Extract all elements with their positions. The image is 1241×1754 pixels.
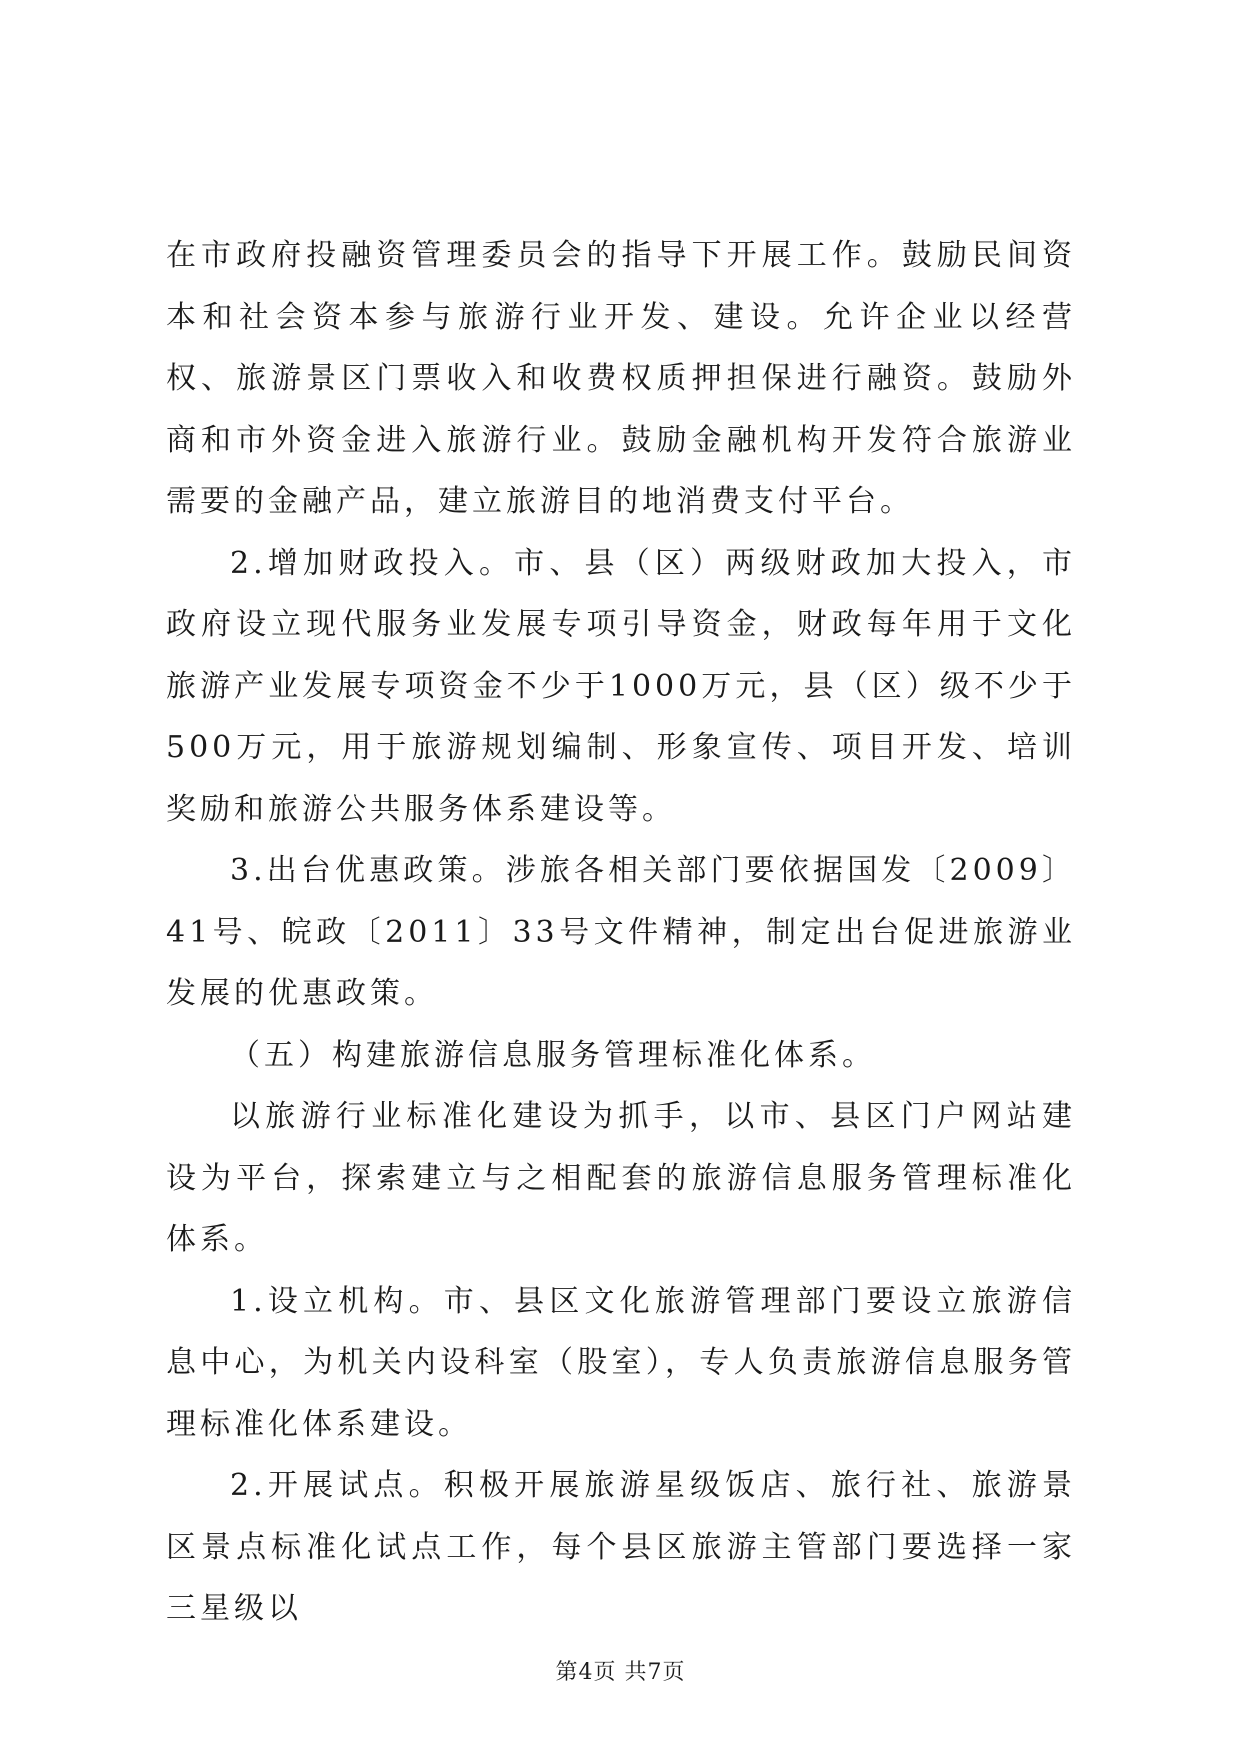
paragraph-set-up-institution: 1.设立机构。市、县区文化旅游管理部门要设立旅游信息中心，为机关内设科室（股室），专人负责旅游信息服务管理标准化体系建设。: [166, 1283, 1076, 1442]
paragraph-standardization-intro: 以旅游行业标准化建设为抓手，以市、县区门户网站建设为平台，探索建立与之相配套的旅游信息服务管理标准化体系。: [166, 1099, 1076, 1257]
page-footer: 第4页 共7页: [555, 1660, 686, 1685]
section-heading-five: （五）构建旅游信息服务管理标准化体系。: [230, 1037, 876, 1073]
document-body: [166, 225, 1076, 1640]
paragraph-preferential-policy: 3.出台优惠政策。涉旅各相关部门要依据国发〔2009〕41号、皖政〔2011〕33号文件精神，制定出台促进旅游业发展的优惠政策。: [166, 853, 1076, 1011]
paragraph-pilot-program: 2.开展试点。积极开展旅游星级饭店、旅行社、旅游景区景点标准化试点工作，每个县区旅游主管部门要选择一家三星级以: [166, 1468, 1076, 1626]
paragraph-continuation: 在市政府投融资管理委员会的指导下开展工作。鼓励民间资本和社会资本参与旅游行业开发、建设。允许企业以经营权、旅游景区门票收入和收费权质押担保进行融资。鼓励外商和市外资金进入旅游行业。鼓励金融机构开发符合旅游业需要的金融产品，建立旅游目的地消费支付平台。: [166, 238, 1076, 519]
paragraph-increase-fiscal-input: 2.增加财政投入。市、县（区）两级财政加大投入，市政府设立现代服务业发展专项引导资金，财政每年用于文化旅游产业发展专项资金不少于1000万元，县（区）级不少于500万元，用于旅游规划编制、形象宣传、项目开发、培训奖励和旅游公共服务体系建设等。: [166, 545, 1076, 827]
